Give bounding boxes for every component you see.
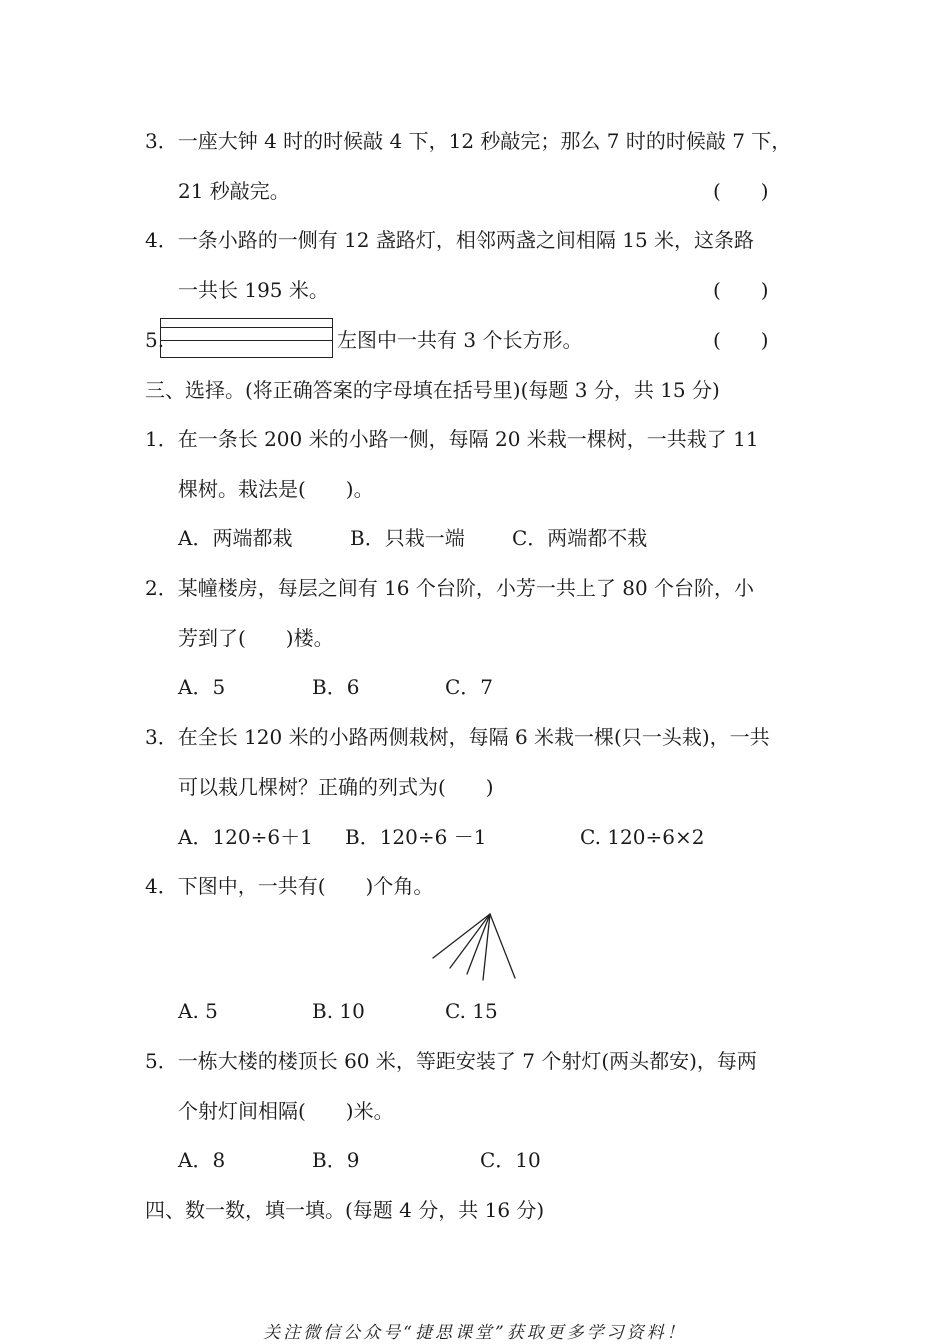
rectangle-divider-line [161,340,332,341]
angle-ray [490,914,515,978]
choice-q2-line1: 2．某幢楼房，每层之间有 16 个台阶，小芳一共上了 80 个台阶，小 [145,576,755,600]
angle-rays-figure [425,908,525,988]
choice-q3-option-c: C. 120÷6×2 [580,825,705,849]
choice-q4-option-c: C. 15 [445,999,498,1023]
section3-heading: 三、选择。(将正确答案的字母填在括号里)(每题 3 分，共 15 分) [145,378,720,402]
choice-q5-line2: 个射灯间相隔( )米。 [178,1099,394,1123]
rectangle-figure [160,318,333,358]
choice-q4-line1: 4．下图中，一共有( )个角。 [145,874,434,898]
judge-q5-text: 左图中一共有 3 个长方形。 [337,328,583,352]
choice-q4-option-a: A. 5 [178,999,218,1023]
choice-q5-option-a: A．8 [178,1148,226,1172]
choice-q2-line2: 芳到了( )楼。 [178,626,334,650]
choice-q3-option-b: B．120÷6 －1 [345,825,487,849]
choice-q1-option-a: A．两端都栽 [178,526,293,550]
footer-note: 关注微信公众号“捷思课堂”获取更多学习资料！ [263,1323,687,1343]
judge-q5-number: 5. [145,328,165,352]
choice-q5-line1: 5．一栋大楼的楼顶长 60 米，等距安装了 7 个射灯(两头都安)，每两 [145,1049,757,1073]
choice-q3-line2: 可以栽几棵树？正确的列式为( ) [178,775,494,799]
choice-q5-option-c: C．10 [480,1148,541,1172]
section4-heading: 四、数一数，填一填。(每题 4 分，共 16 分) [145,1198,545,1222]
choice-q2-option-b: B．6 [312,675,360,699]
judge-q3-line1: 3．一座大钟 4 时的时候敲 4 下，12 秒敲完；那么 7 时的时候敲 7 下， [145,129,792,153]
choice-q1-line1: 1．在一条长 200 米的小路一侧，每隔 20 米栽一棵树，一共栽了 11 [145,427,759,451]
judge-q3-line2: 21 秒敲完。 [178,179,290,203]
choice-q1-option-c: C．两端都不栽 [512,526,648,550]
choice-q5-option-b: B．9 [312,1148,360,1172]
judge-q4-answer-paren: ( ) [713,278,769,302]
judge-q5-answer-paren: ( ) [713,328,769,352]
choice-q4-option-b: B. 10 [312,999,365,1023]
rectangle-divider-line [161,327,332,328]
choice-q1-line2: 棵树。栽法是( )。 [178,477,374,501]
choice-q2-option-c: C．7 [445,675,494,699]
choice-q3-option-a: A．120÷6＋1 [178,825,313,849]
choice-q3-line1: 3．在全长 120 米的小路两侧栽树，每隔 6 米栽一棵(只一头栽)，一共 [145,725,770,749]
choice-q1-option-b: B．只栽一端 [350,526,465,550]
judge-q3-answer-paren: ( ) [713,179,769,203]
judge-q4-line1: 4．一条小路的一侧有 12 盏路灯，相邻两盏之间相隔 15 米，这条路 [145,228,755,252]
choice-q2-option-a: A．5 [178,675,226,699]
judge-q4-line2: 一共长 195 米。 [178,278,329,302]
